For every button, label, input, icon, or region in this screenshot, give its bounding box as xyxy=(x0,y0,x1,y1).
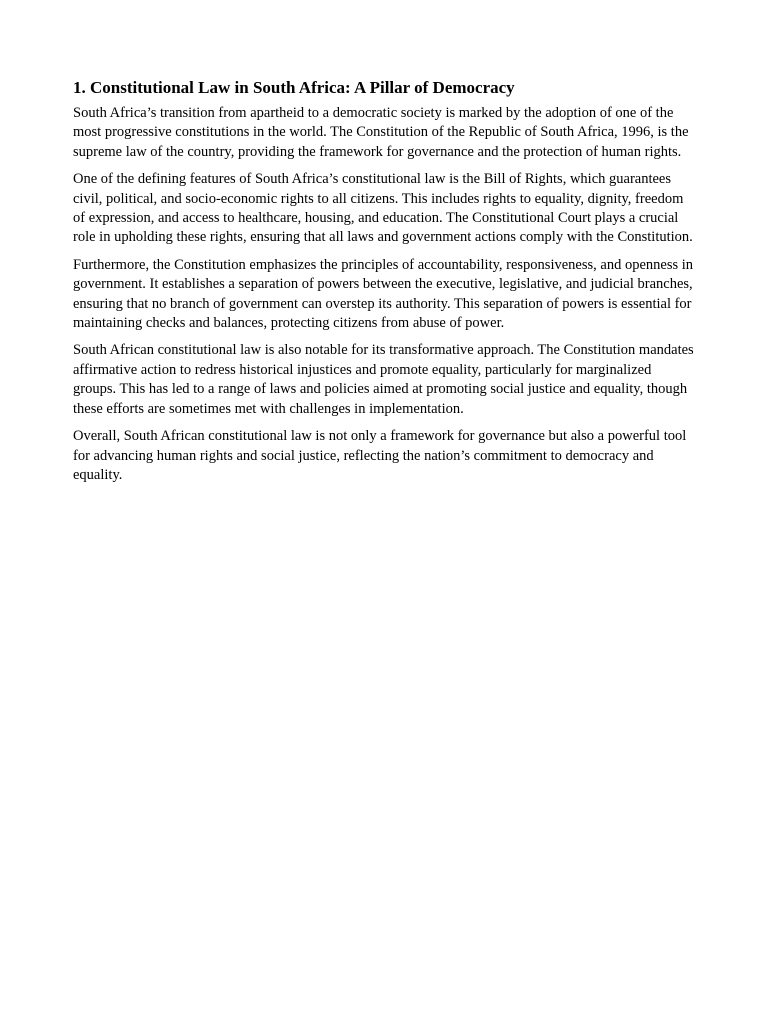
document-page xyxy=(73,76,698,493)
paragraph-separation-of-powers: Furthermore, the Constitution emphasizes the principles of accountability, responsiveness, and openness in government. It establishes a separation of powers between the executive, legislative, and judicial branches, ensuring that no branch of government can overstep its authority. This separation of powers is essential for maintaining checks and balances, protecting citizens from abuse of power. xyxy=(73,256,694,332)
paragraph-transformative-approach: South African constitutional law is also notable for its transformative approach. The Constitution mandates affirmative action to redress historical injustices and promote equality, particularly for marginalized groups. This has led to a range of laws and policies aimed at promoting social justice and equality, though these efforts are sometimes met with challenges in implementation. xyxy=(73,342,694,417)
paragraph-bill-of-rights: One of the defining features of South Africa’s constitutional law is the Bill of Rights, which guarantees civil, political, and socio-economic rights to all citizens. This includes rights to equality, dignity, freedom of expression, and access to healthcare, housing, and education. The Constitutional Court plays a crucial role in upholding these rights, ensuring that all laws and government actions comply with the Constitution. xyxy=(73,171,693,246)
paragraph-intro: South Africa’s transition from apartheid to a democratic society is marked by the adoption of one of the most progressive constitutions in the world. The Constitution of the Republic of South Africa, 1996, is the supreme law of the country, providing the framework for governance and the protection of human rights. xyxy=(73,105,689,160)
section-title: 1. Constitutional Law in South Africa: A Pillar of Democracy xyxy=(73,78,515,97)
paragraph-conclusion: Overall, South African constitutional law is not only a framework for governance but also a powerful tool for advancing human rights and social justice, reflecting the nation’s commitment to democracy and equality. xyxy=(73,428,687,483)
